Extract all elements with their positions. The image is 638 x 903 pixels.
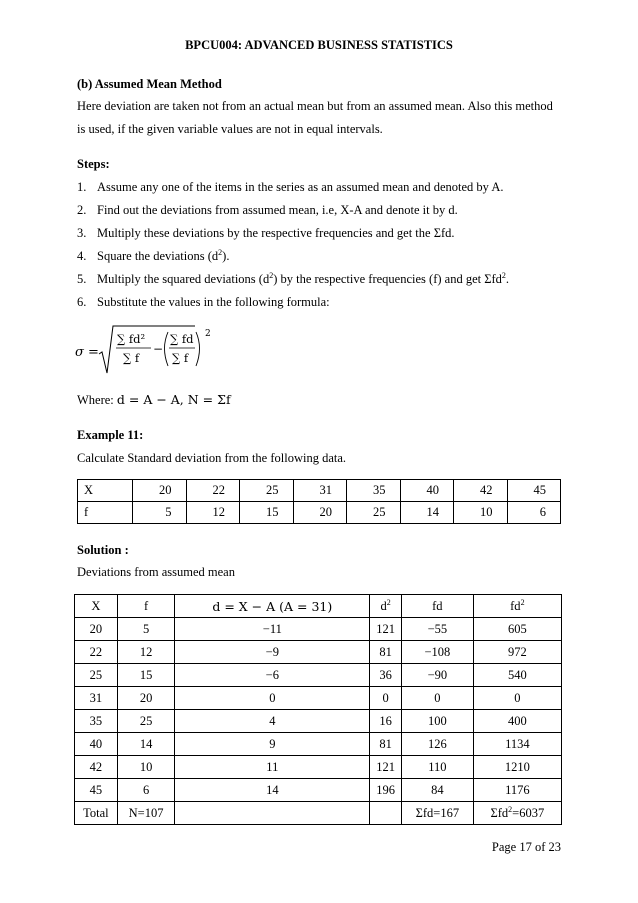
step-number: 1.	[77, 180, 87, 194]
table-cell: 1134	[473, 733, 561, 756]
example-data-table	[77, 479, 561, 524]
example-text: Calculate Standard deviation from the following data.	[77, 451, 347, 465]
table-cell: 1176	[473, 779, 561, 802]
table-cell: −11	[175, 618, 370, 641]
formula-den2: ∑ f	[172, 351, 189, 365]
table-cell: 14	[400, 502, 454, 524]
table-row	[75, 756, 562, 779]
step-number: 2.	[77, 203, 87, 217]
column-header: X	[75, 595, 118, 618]
table-row	[75, 733, 562, 756]
table-cell: 31	[293, 480, 347, 502]
example-heading: Example 11:	[77, 428, 144, 442]
formula-minus: −	[153, 342, 164, 356]
table-cell: −6	[175, 664, 370, 687]
step-text-pre: Multiply the squared deviations (d	[97, 272, 270, 286]
table-cell: 10	[454, 502, 508, 524]
table-row	[75, 641, 562, 664]
sd-formula	[75, 318, 235, 380]
step-number: 6.	[77, 295, 87, 309]
step-item	[77, 180, 504, 195]
formula-num2: ∑ fd	[170, 332, 194, 346]
where-line	[77, 392, 231, 408]
column-header: fd	[402, 595, 474, 618]
table-cell: 22	[75, 641, 118, 664]
formula-lhs: σ =	[75, 345, 99, 360]
table-cell: −108	[402, 641, 474, 664]
table-cell: 121	[370, 756, 402, 779]
section-heading: (b) Assumed Mean Method	[77, 77, 222, 91]
formula-exponent: 2	[205, 329, 211, 339]
steps-heading: Steps:	[77, 157, 110, 171]
total-sum-fd2	[473, 802, 561, 825]
table-cell	[175, 802, 370, 825]
table-cell: 5	[133, 502, 187, 524]
step-number: 3.	[77, 226, 87, 240]
intro-line-1: Here deviation are taken not from an actual mean but from an assumed mean. Also this method	[77, 99, 553, 113]
table-cell: 15	[240, 502, 294, 524]
table-cell: 0	[370, 687, 402, 710]
step-text-post: ).	[222, 249, 230, 263]
solution-text: Deviations from assumed mean	[77, 565, 235, 579]
column-header: d = X − A (A = 31)	[175, 595, 370, 618]
table-cell: 121	[370, 618, 402, 641]
sum-fd2-post: =6037	[512, 805, 545, 820]
table-cell: 12	[117, 641, 175, 664]
table-row	[75, 710, 562, 733]
table-cell: 16	[370, 710, 402, 733]
table-cell: 45	[75, 779, 118, 802]
table-cell: 400	[473, 710, 561, 733]
table-cell: 25	[117, 710, 175, 733]
table-row	[75, 687, 562, 710]
step-text-post: .	[505, 272, 510, 286]
table-row	[78, 502, 561, 524]
table-cell: 25	[75, 664, 118, 687]
superscript: 2	[386, 597, 391, 607]
page-number: Page 17 of 23	[491, 840, 561, 854]
total-sum-fd: Σfd=167	[402, 802, 474, 825]
table-cell: 25	[240, 480, 294, 502]
table-row	[75, 618, 562, 641]
superscript: 2	[218, 247, 223, 257]
solution-heading: Solution :	[77, 543, 129, 557]
table-cell: 31	[75, 687, 118, 710]
table-total-row	[75, 802, 562, 825]
table-cell: 110	[402, 756, 474, 779]
table-cell: 6	[507, 502, 561, 524]
step-item	[77, 272, 509, 287]
table-cell: 0	[473, 687, 561, 710]
table-cell: 10	[117, 756, 175, 779]
table-cell: 0	[175, 687, 370, 710]
step-item	[77, 203, 458, 218]
table-cell: 45	[507, 480, 561, 502]
table-cell: 22	[186, 480, 240, 502]
table-cell: 100	[402, 710, 474, 733]
step-text: Assume any one of the items in the series as an assumed mean and denoted by A.	[97, 180, 504, 194]
where-label: Where:	[77, 393, 117, 407]
formula-num1: ∑ fd²	[117, 332, 146, 346]
table-cell: 12	[186, 502, 240, 524]
step-item	[77, 249, 229, 264]
table-cell: 5	[117, 618, 175, 641]
table-cell: −9	[175, 641, 370, 664]
total-label: Total	[75, 802, 118, 825]
table-cell: 81	[370, 641, 402, 664]
table-cell: 20	[75, 618, 118, 641]
table-cell: 14	[117, 733, 175, 756]
formula-graphic	[75, 318, 235, 380]
step-text: Find out the deviations from assumed mean, i.e, X-A and denote it by d.	[97, 203, 458, 217]
table-cell: 35	[347, 480, 401, 502]
step-item	[77, 226, 455, 241]
right-paren	[196, 332, 200, 366]
total-n: N=107	[117, 802, 175, 825]
table-cell: 605	[473, 618, 561, 641]
table-cell: 42	[75, 756, 118, 779]
formula-den1: ∑ f	[123, 351, 140, 365]
table-cell: 4	[175, 710, 370, 733]
table-cell: 0	[402, 687, 474, 710]
table-cell: 25	[347, 502, 401, 524]
step-text-pre: Square the deviations (d	[97, 249, 219, 263]
superscript: 2	[269, 270, 274, 280]
column-header: $d^2$	[370, 595, 402, 618]
table-cell: 35	[75, 710, 118, 733]
step-number: 4.	[77, 249, 87, 263]
table-cell: 9	[175, 733, 370, 756]
table-cell: 20	[133, 480, 187, 502]
step-text: Substitute the values in the following formula:	[97, 295, 330, 309]
step-item	[77, 295, 330, 310]
table-cell: 84	[402, 779, 474, 802]
table-cell: 540	[473, 664, 561, 687]
superscript: 2	[508, 804, 513, 814]
table-cell: 40	[75, 733, 118, 756]
table-cell: 42	[454, 480, 508, 502]
left-paren	[165, 332, 169, 366]
table-cell: −90	[402, 664, 474, 687]
table-row	[75, 664, 562, 687]
sum-fd2-pre: Σfd	[490, 805, 509, 820]
table-row	[75, 779, 562, 802]
table-cell	[370, 802, 402, 825]
table-cell: 126	[402, 733, 474, 756]
table-cell: 20	[117, 687, 175, 710]
table-cell: −55	[402, 618, 474, 641]
step-text: Multiply these deviations by the respective frequencies and get the Σfd.	[97, 226, 455, 240]
table-cell: 36	[370, 664, 402, 687]
table-cell: 11	[175, 756, 370, 779]
table-cell: 14	[175, 779, 370, 802]
step-text-mid: ) by the respective frequencies (f) and get Σfd	[273, 272, 502, 286]
table-cell: 6	[117, 779, 175, 802]
table-cell: 20	[293, 502, 347, 524]
superscript: 2	[520, 597, 525, 607]
table-cell: 15	[117, 664, 175, 687]
page-header: BPCU004: ADVANCED BUSINESS STATISTICS	[185, 38, 453, 52]
superscript: 2	[501, 270, 506, 280]
table-cell: f	[78, 502, 133, 524]
table-row	[78, 480, 561, 502]
solution-table	[74, 594, 562, 825]
table-cell: 1210	[473, 756, 561, 779]
table-cell: 972	[473, 641, 561, 664]
table-cell: 40	[400, 480, 454, 502]
intro-line-2: is used, if the given variable values are not in equal intervals.	[77, 122, 383, 136]
where-expression: d = A − A, N = Σf	[116, 392, 231, 407]
step-number: 5.	[77, 272, 87, 286]
table-header-row	[75, 595, 562, 618]
column-header: f	[117, 595, 175, 618]
table-cell: 81	[370, 733, 402, 756]
table-cell: 196	[370, 779, 402, 802]
table-cell: X	[78, 480, 133, 502]
column-header: $fd^2$	[473, 595, 561, 618]
